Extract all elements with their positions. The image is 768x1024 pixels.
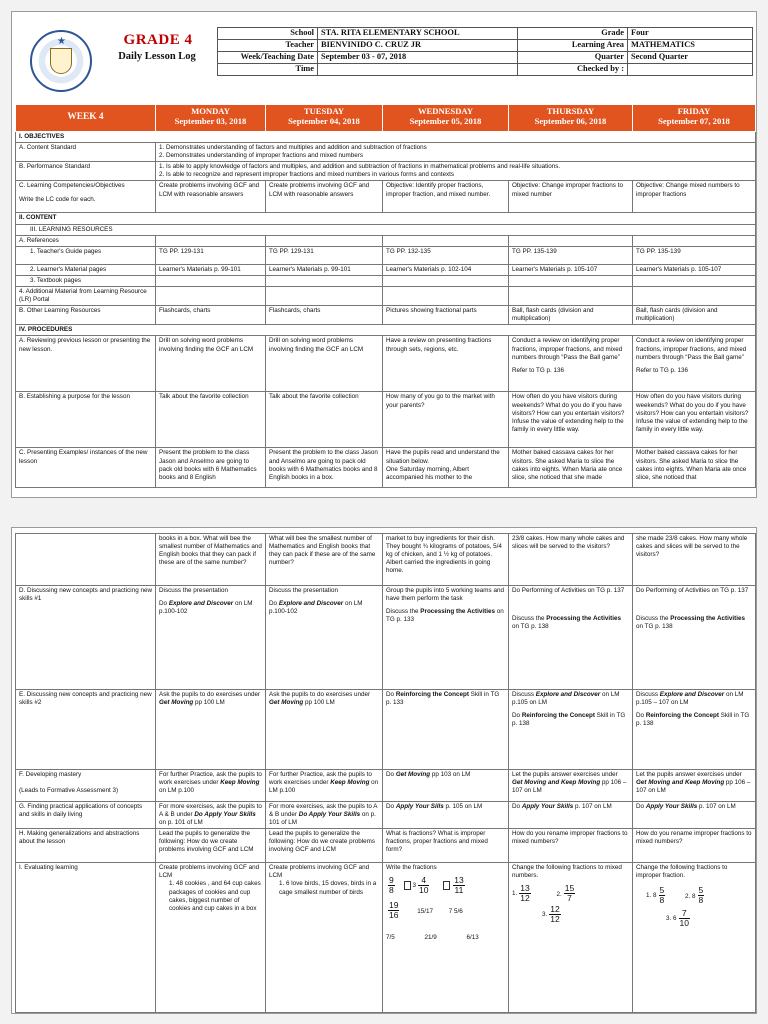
row-label: 2. Learner's Material pages bbox=[16, 264, 156, 275]
row-label: C. Presenting Examples/ instances of the new lesson bbox=[16, 448, 156, 488]
lr-portal-row bbox=[16, 286, 756, 305]
section-heading: I. OBJECTIVES bbox=[16, 132, 756, 143]
cell-fri: How often do you have visitors during weekends? What do you do if you have visitors? How can you entertain visitors? Infuse the value of extending help to the family in every little way. bbox=[633, 392, 756, 448]
cell-wed: TG PP. 132-135 bbox=[383, 246, 509, 264]
cell-thu: Mother baked cassava cakes for her visitors. She asked Maria to slice the cakes into eights. When Maria ate once slice, she noticed that she made bbox=[509, 448, 633, 488]
row-label: B. Other Learning Resources bbox=[16, 306, 156, 325]
cell-fri: Discuss Explore and Discover on LM p.105 – 107 on LM Do Reinforcing the Concept Skill in TG p. 138 bbox=[633, 690, 756, 770]
cell-thu: Conduct a review on identifying proper fractions, improper fractions, and mixed numbers through “Pass the Ball game” Refer to TG p. 136 bbox=[509, 336, 633, 392]
week-date-label: Week/Teaching Date bbox=[218, 52, 318, 64]
cell-wed: Pictures showing fractional parts bbox=[383, 306, 509, 325]
cell-wed: Have a review on presenting fractions through sets, regions, etc. bbox=[383, 336, 509, 392]
row-label: 4. Additional Material from Learning Resource (LR) Portal bbox=[16, 286, 156, 305]
generalizations-row bbox=[16, 829, 756, 863]
row-label: D. Discussing new concepts and practicing new skills #1 bbox=[16, 586, 156, 690]
cell-thu: Change the following fractions to mixed numbers. 1. $\frac{13}{12}$ 2. $\frac{15}{7}$ 3. $\frac{12}{12}$ bbox=[509, 863, 633, 1013]
document-page-1 bbox=[11, 11, 757, 498]
cell-tue: Talk about the favorite collection bbox=[266, 392, 383, 448]
cell-thu: Learner's Materials p. 105-107 bbox=[509, 264, 633, 275]
row-label: H. Making generalizations and abstractions about the lesson bbox=[16, 829, 156, 863]
evaluating-row bbox=[16, 863, 756, 1013]
cell-mon: Create problems involving GCF and LCM 1. 48 cookies , and 64 cup cakes packages of cookies and cup cakes, biggest number of cookies and cup cakes in a box bbox=[156, 863, 266, 1013]
cell-fri: Mother baked cassava cakes for her visitors. She asked Maria to slice the cakes into eights. When Maria ate once slice, she noticed that bbox=[633, 448, 756, 488]
presenting-continued-row bbox=[16, 534, 756, 586]
cell-tue: For more exercises, ask the pupils to A & B under Do Apply Your Skills on p. 101 of LM bbox=[266, 802, 383, 829]
lesson-log-table-continued bbox=[15, 533, 756, 1013]
lesson-log-table bbox=[15, 104, 756, 488]
row-label: E. Discussing new concepts and practicing new skills #2 bbox=[16, 690, 156, 770]
cell-tue: What will bee the smallest number of Mathematics and English books that they can pack if these are of the same number? bbox=[266, 534, 383, 586]
friday-header: FRIDAY September 07, 2018 bbox=[633, 105, 756, 132]
grade-label: Grade bbox=[518, 28, 628, 40]
cell-mon: Discuss the presentation Do Explore and Discover on LM p.100-102 bbox=[156, 586, 266, 690]
cell-wed: Write the fractions $\frac{9}{8}$ 3 $\frac{4}{10}$ $\frac{13}{11}$ $\frac{19}{16}$ 15/17 7 5/6 7/5 21/9 6/13 bbox=[383, 863, 509, 1013]
performance-standard-row bbox=[16, 162, 756, 181]
wednesday-header: WEDNESDAY September 05, 2018 bbox=[383, 105, 509, 132]
cell-thu: Do Apply Your Skills p. 107 on LM bbox=[509, 802, 633, 829]
content-standard-row bbox=[16, 143, 756, 162]
fraction: $\frac{7}{10}$ bbox=[679, 908, 689, 929]
cell-mon: For more exercises, ask the pupils to A & B under Do Apply Your Skills on p. 101 of LM bbox=[156, 802, 266, 829]
document-page-2 bbox=[11, 527, 757, 1014]
cell-fri: she made 23/8 cakes. How many whole cakes and slices will be served to the visitors? bbox=[633, 534, 756, 586]
school-label: School bbox=[218, 28, 318, 40]
cell-wed: Do Apply Your Sills p. 105 on LM bbox=[383, 802, 509, 829]
cell-thu: Discuss Explore and Discover on LM p.105 on LM Do Reinforcing the Concept Skill in TG p. 138 bbox=[509, 690, 633, 770]
cell-tue: Present the problem to the class Jason and Anselmo are going to pack old books with 6 Mathematics books and 8 English books in a box. bbox=[266, 448, 383, 488]
cell-mon: Flashcards, charts bbox=[156, 306, 266, 325]
row-label: A. Content Standard bbox=[16, 143, 156, 162]
cell-fri: Do Apply Your Skills p. 107 on LM bbox=[633, 802, 756, 829]
review-row bbox=[16, 336, 756, 392]
cell-thu: How do you rename improper fractions to mixed numbers? bbox=[509, 829, 633, 863]
mastery-row bbox=[16, 770, 756, 802]
lm-pages-row bbox=[16, 264, 756, 275]
content-standard-text: 1. Demonstrates understanding of factors and multiples and addition and subtraction of fractions 2. Demonstrates understanding of improper fractions and mixed numbers bbox=[156, 143, 756, 162]
discussing-2-row bbox=[16, 690, 756, 770]
cell-thu: Objective: Change improper fractions to mixed number bbox=[509, 181, 633, 213]
fraction-row-3: 7/5 21/9 6/13 bbox=[386, 934, 479, 942]
resources-row bbox=[16, 224, 756, 235]
blank-box-icon bbox=[443, 881, 450, 890]
objectives-row bbox=[16, 132, 756, 143]
tuesday-header: TUESDAY September 04, 2018 bbox=[266, 105, 383, 132]
references-row bbox=[16, 235, 756, 246]
cell-fri: Change the following fractions to improper fraction. 1. 8 $\frac{5}{8}$ 2. 8 $\frac{5}{8}$ 3. 6 $\frac{7}{10}$ bbox=[633, 863, 756, 1013]
cell-wed: Learner's Materials p. 102-104 bbox=[383, 264, 509, 275]
fraction: $\frac{5}{8}$ bbox=[659, 885, 665, 906]
cell-thu: TG PP. 135-139 bbox=[509, 246, 633, 264]
fraction: $\frac{15}{7}$ bbox=[564, 883, 575, 904]
cell-fri: How do you rename improper fractions to mixed numbers? bbox=[633, 829, 756, 863]
week-label: WEEK 4 bbox=[16, 105, 156, 132]
fraction: $\frac{5}{8}$ bbox=[698, 885, 704, 906]
fraction: $\frac{9}{8}$ bbox=[389, 875, 394, 896]
cell-wed: market to buy ingredients for their dish. They bought ¾ kilograms of potatoes, 5/4 kg of chicken, and 1 ½ kg of potatoes. Albert carried the ingredients in going home. bbox=[383, 534, 509, 586]
fraction: $\frac{12}{12}$ bbox=[550, 904, 560, 925]
cell-thu: 23/8 cakes. How many whole cakes and slices will be served to the visitors? bbox=[509, 534, 633, 586]
teacher-value: BIENVINIDO C. CRUZ JR bbox=[318, 40, 518, 52]
cell-mon: Talk about the favorite collection bbox=[156, 392, 266, 448]
day-header-row bbox=[16, 105, 756, 132]
competencies-row bbox=[16, 181, 756, 213]
time-value bbox=[318, 64, 518, 76]
cell-thu: Ball, flash cards (division and multiplication) bbox=[509, 306, 633, 325]
teacher-label: Teacher bbox=[218, 40, 318, 52]
cell-tue: Learner's Materials p. 99-101 bbox=[266, 264, 383, 275]
cell-fri: Let the pupils answer exercises under Get Moving and Keep Moving pp 106 – 107 on LM bbox=[633, 770, 756, 802]
cell-tue: For further Practice, ask the pupils to work exercises under Keep Moving on LM p.100 bbox=[266, 770, 383, 802]
cell-mon: Present the problem to the class Jason and Anselmo are going to pack old books with 6 Mathematics books and 8 English bbox=[156, 448, 266, 488]
cell-mon: Lead the pupils to generalize the following: How do we create problems involving GCF and LCM bbox=[156, 829, 266, 863]
row-label: I. Evaluating learning bbox=[16, 863, 156, 1013]
cell-tue: Ask the pupils to do exercises under Get Moving pp 100 LM bbox=[266, 690, 383, 770]
header-info-table bbox=[217, 27, 753, 76]
fraction-row-1: $\frac{9}{8}$ 3 $\frac{4}{10}$ $\frac{13}{11}$ bbox=[389, 875, 464, 896]
other-resources-row bbox=[16, 306, 756, 325]
discussing-1-row bbox=[16, 586, 756, 690]
fraction: $\frac{13}{11}$ bbox=[454, 875, 464, 896]
fraction-row-2: $\frac{19}{16}$ 15/17 7 5/6 bbox=[389, 900, 463, 921]
cell-wed: Group the pupils into 5 working teams and have them perform the task Discuss the Processing the Activities on TG p. 133 bbox=[383, 586, 509, 690]
cell-wed: Do Reinforcing the Concept Skill in TG p. 133 bbox=[383, 690, 509, 770]
cell-tue: TG PP. 129-131 bbox=[266, 246, 383, 264]
fraction: $\frac{13}{12}$ bbox=[520, 883, 530, 904]
cell-wed: How many of you go to the market with your parents? bbox=[383, 392, 509, 448]
cell-thu: How often do you have visitors during weekends? What do you do if you have visitors? How can you entertain visitors? Infuse the value of extending help to the family in every little way. bbox=[509, 392, 633, 448]
fraction: $\frac{4}{10}$ bbox=[419, 875, 429, 896]
blank-box-icon bbox=[404, 881, 411, 890]
cell-tue: Lead the pupils to generalize the following: How do we create problems involving GCF and LCM bbox=[266, 829, 383, 863]
cell-thu: Let the pupils answer exercises under Get Moving and Keep Moving pp 106 – 107 on LM bbox=[509, 770, 633, 802]
quarter-label: Quarter bbox=[518, 52, 628, 64]
row-label: 1. Teacher's Guide pages bbox=[16, 246, 156, 264]
row-label: B. Establishing a purpose for the lesson bbox=[16, 392, 156, 448]
checked-by-value bbox=[628, 64, 753, 76]
cell-wed: What is fractions? What is improper fractions, proper fractions and mixed form? bbox=[383, 829, 509, 863]
cell-mon: books in a box. What will bee the smallest number of Mathematics and English books that they can pack if these are of the same number? bbox=[156, 534, 266, 586]
cell-wed: Do Get Moving pp 103 on LM bbox=[383, 770, 509, 802]
performance-standard-text: 1. Is able to apply knowledge of factors and multiples, and addition and subtraction of fractions in mathematical problems and real-life situations. 2. Is able to recognize and represent improper fractions and mixed numbers in various forms and contexts bbox=[156, 162, 756, 181]
cell-fri: TG PP. 135-139 bbox=[633, 246, 756, 264]
cell-tue: Create problems involving GCF and LCM 1. 6 love birds, 15 doves, birds in a cage smallest number of birds bbox=[266, 863, 383, 1013]
school-value: STA. RITA ELEMENTARY SCHOOL bbox=[318, 28, 518, 40]
tg-pages-row bbox=[16, 246, 756, 264]
cell-fri: Do Performing of Activities on TG p. 137 Discuss the Processing the Activities on TG p. 138 bbox=[633, 586, 756, 690]
cell-mon: TG PP. 129-131 bbox=[156, 246, 266, 264]
thursday-header: THURSDAY September 06, 2018 bbox=[509, 105, 633, 132]
section-heading: III. LEARNING RESOURCES bbox=[16, 224, 756, 235]
content-row bbox=[16, 213, 756, 224]
learning-area-value: MATHEMATICS bbox=[628, 40, 753, 52]
purpose-row bbox=[16, 392, 756, 448]
grade-title: GRADE 4 bbox=[123, 32, 193, 48]
cell-tue: Drill on solving word problems involving finding the GCF an LCM bbox=[266, 336, 383, 392]
textbook-row bbox=[16, 275, 756, 286]
cell-mon: For further Practice, ask the pupils to work exercises under Keep Moving on LM p.100 bbox=[156, 770, 266, 802]
presenting-row bbox=[16, 448, 756, 488]
cell-fri: Conduct a review on identifying proper fractions, improper fractions, and mixed numbers through “Pass the Ball game” Refer to TG p. 136 bbox=[633, 336, 756, 392]
row-label: C. Learning Competencies/Objectives Write the LC code for each. bbox=[16, 181, 156, 213]
row-label: B. Performance Standard bbox=[16, 162, 156, 181]
quarter-value: Second Quarter bbox=[628, 52, 753, 64]
log-header bbox=[12, 24, 757, 96]
grade-value: Four bbox=[628, 28, 753, 40]
row-label: 3. Textbook pages bbox=[16, 275, 156, 286]
cell-mon: Create problems involving GCF and LCM with reasonable answers bbox=[156, 181, 266, 213]
checked-by-label: Checked by : bbox=[518, 64, 628, 76]
row-label: A. Reviewing previous lesson or presenting the new lesson. bbox=[16, 336, 156, 392]
cell-fri: Ball, flash cards (division and multiplication) bbox=[633, 306, 756, 325]
monday-header: MONDAY September 03, 2018 bbox=[156, 105, 266, 132]
cell-tue: Discuss the presentation Do Explore and Discover on LM p.100-102 bbox=[266, 586, 383, 690]
applications-row bbox=[16, 802, 756, 829]
fraction: $\frac{19}{16}$ bbox=[389, 900, 399, 921]
cell-mon: Learner's Materials p. 99-101 bbox=[156, 264, 266, 275]
deped-seal-icon: ★ bbox=[30, 30, 92, 92]
row-label: G. Finding practical applications of concepts and skills in daily living bbox=[16, 802, 156, 829]
cell-mon: Ask the pupils to do exercises under Get Moving pp 100 LM bbox=[156, 690, 266, 770]
week-date-value: September 03 - 07, 2018 bbox=[318, 52, 518, 64]
cell-wed: Objective: Identify proper fractions, improper fraction, and mixed number. bbox=[383, 181, 509, 213]
procedures-row bbox=[16, 325, 756, 336]
learning-area-label: Learning Area bbox=[518, 40, 628, 52]
cell-tue: Create problems involving GCF and LCM with reasonable answers bbox=[266, 181, 383, 213]
cell-fri: Learner's Materials p. 105-107 bbox=[633, 264, 756, 275]
row-label: F. Developing mastery (Leads to Formative Assessment 3) bbox=[16, 770, 156, 802]
time-label: Time bbox=[218, 64, 318, 76]
row-label: A. References bbox=[16, 235, 156, 246]
cell-fri: Objective: Change mixed numbers to improper fractions bbox=[633, 181, 756, 213]
cell-thu: Do Performing of Activities on TG p. 137 Discuss the Processing the Activities on TG p. 138 bbox=[509, 586, 633, 690]
section-heading: II. CONTENT bbox=[16, 213, 756, 224]
section-heading: IV. PROCEDURES bbox=[16, 325, 756, 336]
cell-wed: Have the pupils read and understand the situation below. One Saturday morning, Albert accompanied his mother to the bbox=[383, 448, 509, 488]
cell-tue: Flashcards, charts bbox=[266, 306, 383, 325]
cell-mon: Drill on solving word problems involving finding the GCF an LCM bbox=[156, 336, 266, 392]
log-title: Daily Lesson Log bbox=[118, 51, 196, 62]
